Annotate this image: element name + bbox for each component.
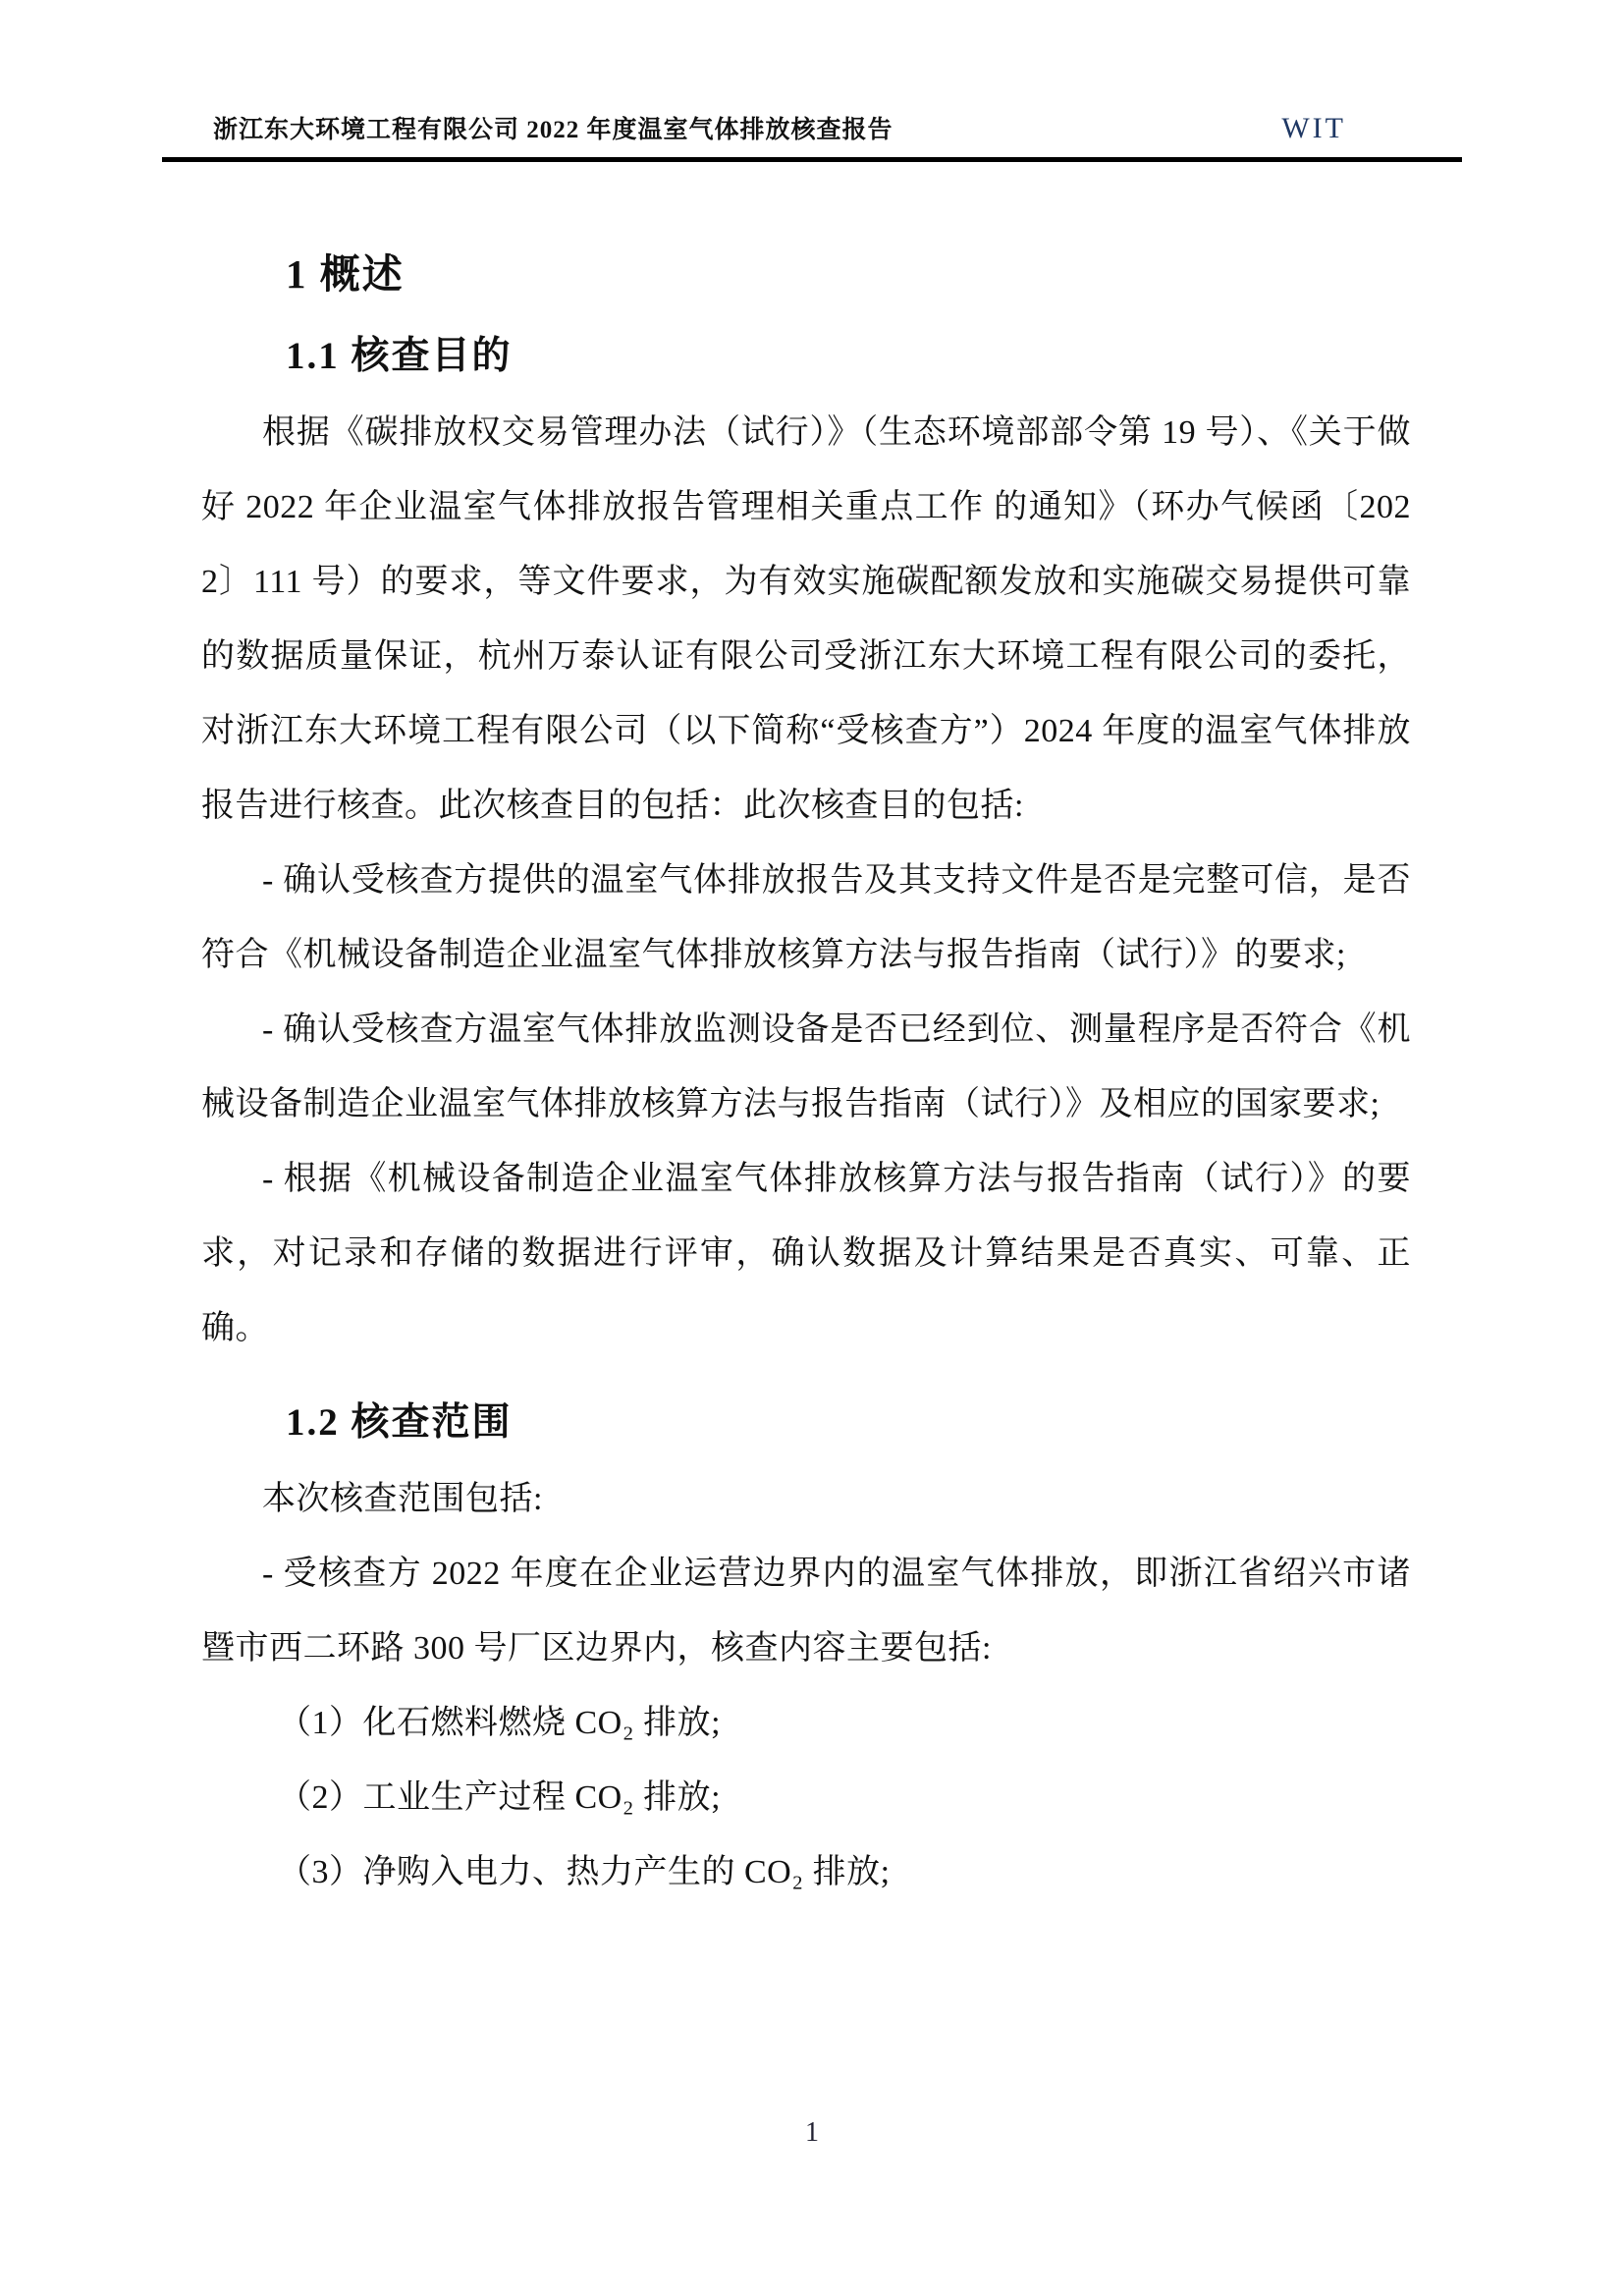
- paragraph-scope-intro: 本次核查范围包括:: [262, 1481, 543, 1517]
- paragraph-purpose-bullet-2: - 确认受核查方温室气体排放监测设备是否已经到位、测量程序是否符合《机械设备制造企业温室气体排放核算方法与报告指南（试行）》及相应的国家要求;: [201, 1011, 1411, 1122]
- header-logo-wit: WIT: [1281, 112, 1346, 144]
- header-title: 浙江东大环境工程有限公司 2022 年度温室气体排放核查报告: [213, 117, 893, 143]
- paragraph-purpose-bullet-3: - 根据《机械设备制造企业温室气体排放核算方法与报告指南（试行）》的要求，对记录和存储的数据进行评审，确认数据及计算结果是否真实、可靠、正确。: [201, 1161, 1411, 1346]
- section-heading-overview: 1 概述: [286, 251, 405, 297]
- scope-item-2: （2）工业生产过程 CO₂ 排放;: [278, 1779, 722, 1816]
- section-heading-scope: 1.2 核查范围: [286, 1401, 513, 1444]
- scope-item-1: （1）化石燃料燃烧 CO₂ 排放;: [278, 1705, 722, 1741]
- paragraph-purpose-bullet-1: - 确认受核查方提供的温室气体排放报告及其支持文件是否是完整可信，是否符合《机械设备制造企业温室气体排放核算方法与报告指南（试行）》的要求;: [201, 862, 1411, 973]
- page-number: 1: [805, 2117, 819, 2148]
- scope-item-3: （3）净购入电力、热力产生的 CO₂ 排放;: [278, 1854, 891, 1890]
- section-heading-purpose: 1.1 核查目的: [286, 335, 513, 377]
- document-body: [201, 192, 1411, 1910]
- paragraph-purpose-intro: 根据《碳排放权交易管理办法（试行）》（生态环境部部令第 19 号）、《关于做好 2022 年企业温室气体排放报告管理相关重点工作 的通知》（环办气候函〔2022〕111 号）的要求，等文件要求，为有效实施碳配额发放和实施碳交易提供可靠的数据质量保证，杭州万泰认证有限公司受浙江东大环境工程有限公司的委托，对浙江东大环境工程有限公司（以下简称“受核查方”）2024 年度的温室气体排放报告进行核查。此次核查目的包括：此次核查目的包括:: [201, 414, 1411, 824]
- paragraph-scope-bullet-1: - 受核查方 2022 年度在企业运营边界内的温室气体排放，即浙江省绍兴市诸暨市西二环路 300 号厂区边界内，核查内容主要包括:: [201, 1556, 1411, 1667]
- page-header: [162, 110, 1462, 162]
